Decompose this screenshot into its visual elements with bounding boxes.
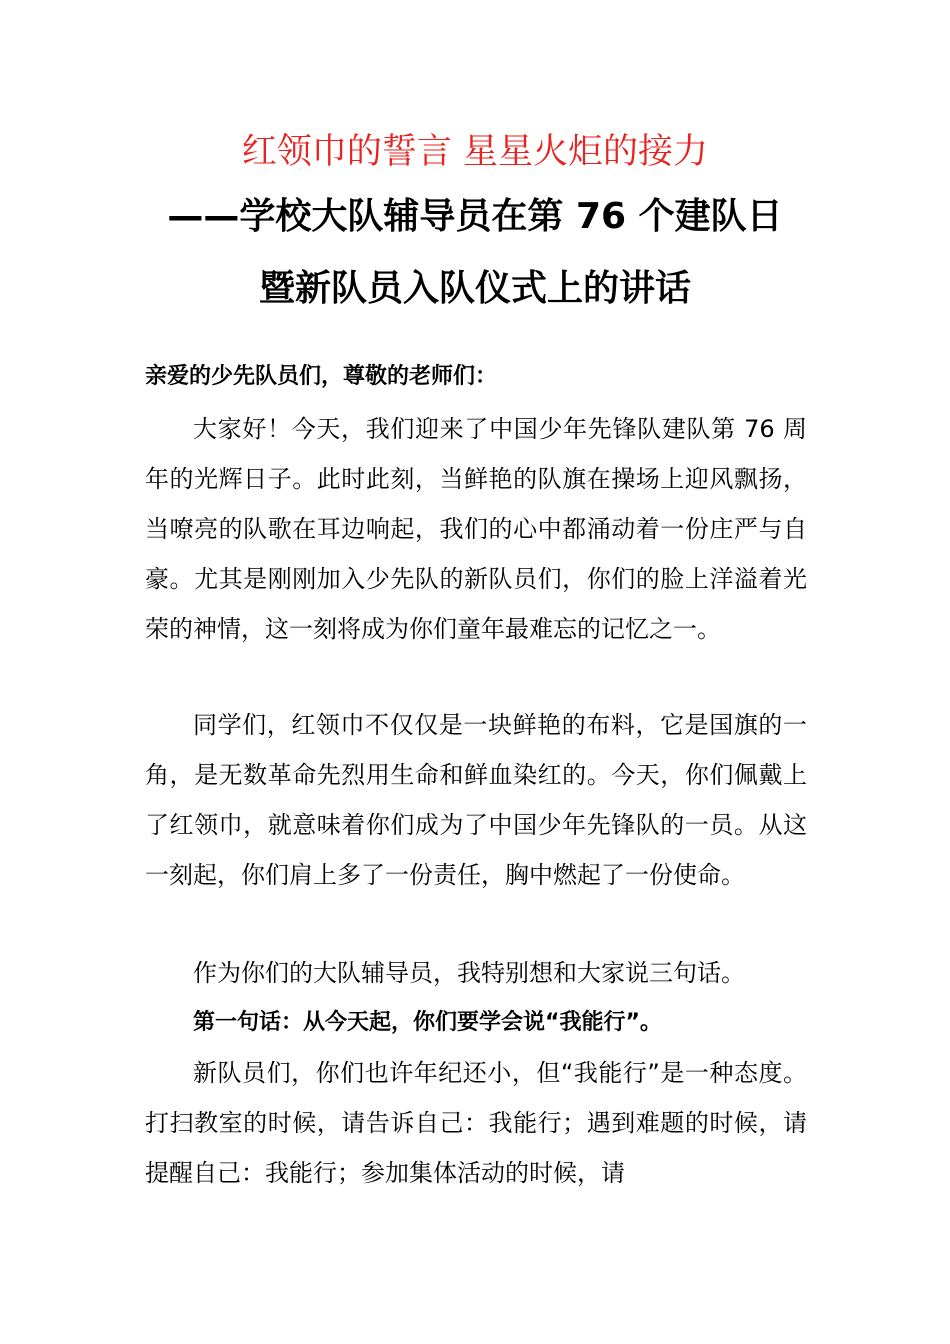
- paragraph-5: 新队员们，你们也许年纪还小，但“我能行”是一种态度。打扫教室的时候，请告诉自己：我能行；遇到难题的时候，请提醒自己：我能行；参加集体活动的时候，请: [145, 1059, 807, 1187]
- document-subtitle-line-2: 暨新队员入队仪式上的讲话: [258, 268, 691, 309]
- paragraph-1: 大家好！今天，我们迎来了中国少年先锋队建队第 76 周年的光辉日子。此时此刻，当鲜艳的队旗在操场上迎风飘扬，当嘹亮的队歌在耳边响起，我们的心中都涌动着一份庄严与自豪。尤其是刚刚加入少先队的新队员们，你们的脸上洋溢着光荣的神情，这一刻将成为你们童年最难忘的记忆之一。: [145, 415, 807, 643]
- section-heading-first-sentence: 第一句话：从今天起，你们要学会说“我能行”。: [193, 1010, 662, 1035]
- salutation: 亲爱的少先队员们，尊敬的老师们：: [145, 364, 498, 389]
- document-subtitle-line-1: ——学校大队辅导员在第 76 个建队日: [167, 196, 783, 237]
- document-title: 红领巾的誓言 星星火炬的接力: [241, 132, 709, 172]
- paragraph-2: 同学们，红领巾不仅仅是一块鲜艳的布料，它是国旗的一角，是无数革命先烈用生命和鲜血染红的。今天，你们佩戴上了红领巾，就意味着你们成为了中国少年先锋队的一员。从这一刻起，你们肩上多了一份责任，胸中燃起了一份使命。: [145, 711, 807, 889]
- paragraph-3: 作为你们的大队辅导员，我特别想和大家说三句话。: [193, 959, 745, 987]
